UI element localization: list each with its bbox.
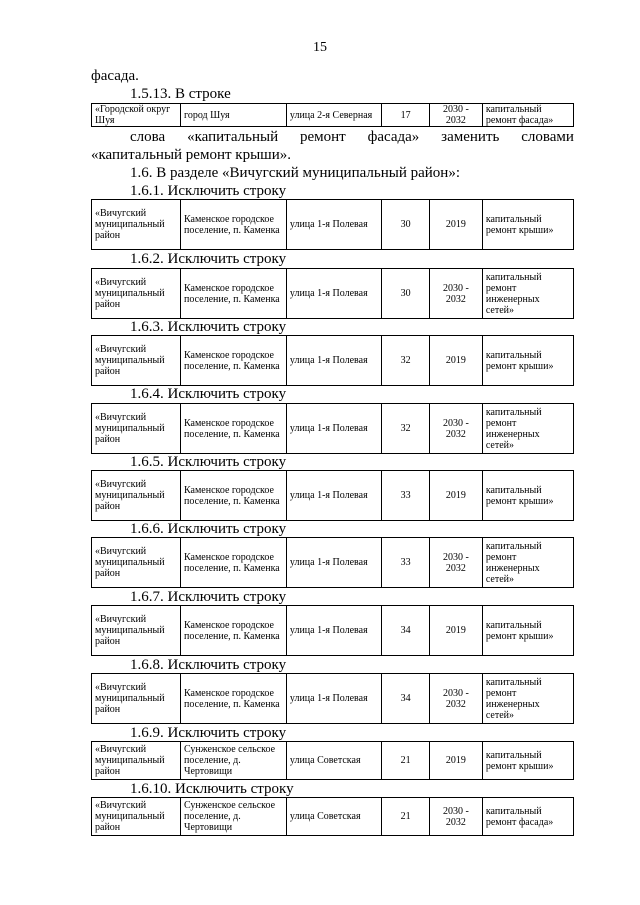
cell-street: улица 1-я Полевая bbox=[286, 471, 381, 521]
cell-street: улица 1-я Полевая bbox=[286, 674, 381, 724]
cell-period: 2030 - 2032 bbox=[429, 104, 482, 127]
word: ремонт bbox=[300, 129, 346, 145]
cell-district: «Вичугский муниципальный район bbox=[92, 471, 181, 521]
cell-period: 2030 - 2032 bbox=[429, 269, 482, 319]
cell-house: 34 bbox=[382, 606, 430, 656]
cell-district: «Вичугский муниципальный район bbox=[92, 336, 181, 386]
cell-house: 17 bbox=[382, 104, 430, 127]
cell-work-type: капитальный ремонт фасада» bbox=[482, 798, 573, 836]
cell-district: «Вичугский муниципальный район bbox=[92, 404, 181, 454]
cell-period: 2019 bbox=[429, 742, 482, 780]
cell-work-type: капитальный ремонт крыши» bbox=[482, 471, 573, 521]
table-row bbox=[92, 336, 574, 386]
cell-period: 2030 - 2032 bbox=[429, 674, 482, 724]
section-heading: 1.6.4. Исключить строку bbox=[130, 386, 287, 402]
cell-period: 2019 bbox=[429, 336, 482, 386]
cell-period: 2030 - 2032 bbox=[429, 538, 482, 588]
page-number: 15 bbox=[313, 40, 327, 55]
cell-house: 33 bbox=[382, 538, 430, 588]
cell-street: улица Советская bbox=[286, 742, 381, 780]
word: заменить bbox=[441, 129, 500, 145]
cell-district: «Вичугский муниципальный район bbox=[92, 798, 181, 836]
cell-settlement: Каменское городское поселение, п. Каменка bbox=[180, 606, 286, 656]
cell-street: улица 1-я Полевая bbox=[286, 200, 381, 250]
cell-work-type: капитальный ремонт инженерных сетей» bbox=[482, 404, 573, 454]
section-1-6-heading: 1.6. В разделе «Вичугский муниципальный район»: bbox=[130, 165, 460, 181]
section-heading: 1.6.8. Исключить строку bbox=[130, 657, 287, 673]
table-row bbox=[92, 538, 574, 588]
cell-house: 21 bbox=[382, 742, 430, 780]
section-heading: 1.6.10. Исключить строку bbox=[130, 781, 294, 797]
cell-work-type: капитальный ремонт крыши» bbox=[482, 606, 573, 656]
cell-house: 34 bbox=[382, 674, 430, 724]
cell-house: 33 bbox=[382, 471, 430, 521]
word: слова bbox=[130, 129, 166, 145]
cell-settlement: город Шуя bbox=[180, 104, 286, 127]
cell-period: 2030 - 2032 bbox=[429, 404, 482, 454]
section-table bbox=[91, 335, 574, 386]
heading-1-5-13: 1.5.13. В строке bbox=[130, 86, 231, 102]
cell-period: 2019 bbox=[429, 606, 482, 656]
section-table bbox=[91, 268, 574, 319]
table-row bbox=[92, 742, 574, 780]
cell-settlement: Каменское городское поселение, п. Каменка bbox=[180, 538, 286, 588]
section-table bbox=[91, 673, 574, 724]
cell-work-type: капитальный ремонт фасада» bbox=[482, 104, 573, 127]
cell-work-type: капитальный ремонт инженерных сетей» bbox=[482, 538, 573, 588]
cell-settlement: Каменское городское поселение, п. Каменка bbox=[180, 336, 286, 386]
table-row bbox=[92, 798, 574, 836]
section-table bbox=[91, 605, 574, 656]
section-heading: 1.6.7. Исключить строку bbox=[130, 589, 287, 605]
table-row bbox=[92, 606, 574, 656]
section-table bbox=[91, 537, 574, 588]
cell-work-type: капитальный ремонт инженерных сетей» bbox=[482, 269, 573, 319]
cell-settlement: Каменское городское поселение, п. Каменка bbox=[180, 471, 286, 521]
section-table bbox=[91, 797, 574, 836]
cell-street: улица 1-я Полевая bbox=[286, 269, 381, 319]
table-1-5-13 bbox=[91, 103, 574, 127]
cell-house: 30 bbox=[382, 269, 430, 319]
cell-settlement: Каменское городское поселение, п. Каменка bbox=[180, 269, 286, 319]
word: словами bbox=[521, 129, 574, 145]
cell-work-type: капитальный ремонт крыши» bbox=[482, 336, 573, 386]
word: фасада» bbox=[367, 129, 420, 145]
section-heading: 1.6.3. Исключить строку bbox=[130, 319, 287, 335]
replace-tail-line: «капитальный ремонт крыши». bbox=[91, 147, 291, 163]
cell-district: «Вичугский муниципальный район bbox=[92, 200, 181, 250]
table-row bbox=[92, 404, 574, 454]
cell-settlement: Каменское городское поселение, п. Каменка bbox=[180, 404, 286, 454]
cell-house: 30 bbox=[382, 200, 430, 250]
cell-district: «Вичугский муниципальный район bbox=[92, 606, 181, 656]
section-heading: 1.6.1. Исключить строку bbox=[130, 183, 287, 199]
cell-district: «Вичугский муниципальный район bbox=[92, 538, 181, 588]
section-heading: 1.6.9. Исключить строку bbox=[130, 725, 287, 741]
cell-settlement: Сунженское сельское поселение, д. Чертовищи bbox=[180, 742, 286, 780]
cell-period: 2019 bbox=[429, 200, 482, 250]
cell-district: «Вичугский муниципальный район bbox=[92, 742, 181, 780]
cell-work-type: капитальный ремонт инженерных сетей» bbox=[482, 674, 573, 724]
cell-street: улица 1-я Полевая bbox=[286, 538, 381, 588]
table-row bbox=[92, 674, 574, 724]
cell-period: 2019 bbox=[429, 471, 482, 521]
cell-house: 21 bbox=[382, 798, 430, 836]
cell-work-type: капитальный ремонт крыши» bbox=[482, 200, 573, 250]
table-row bbox=[92, 269, 574, 319]
section-table bbox=[91, 741, 574, 780]
cell-settlement: Сунженское сельское поселение, д. Чертовищи bbox=[180, 798, 286, 836]
section-table bbox=[91, 470, 574, 521]
cell-house: 32 bbox=[382, 336, 430, 386]
text-line-fasada: фасада. bbox=[91, 68, 139, 84]
section-heading: 1.6.6. Исключить строку bbox=[130, 521, 287, 537]
cell-house: 32 bbox=[382, 404, 430, 454]
cell-work-type: капитальный ремонт крыши» bbox=[482, 742, 573, 780]
cell-street: улица 1-я Полевая bbox=[286, 336, 381, 386]
cell-district: «Вичугский муниципальный район bbox=[92, 674, 181, 724]
cell-settlement: Каменское городское поселение, п. Каменка bbox=[180, 200, 286, 250]
section-heading: 1.6.2. Исключить строку bbox=[130, 251, 287, 267]
cell-settlement: Каменское городское поселение, п. Каменка bbox=[180, 674, 286, 724]
table-row bbox=[92, 471, 574, 521]
replace-words-line bbox=[130, 129, 574, 145]
section-table bbox=[91, 199, 574, 250]
cell-street: улица Советская bbox=[286, 798, 381, 836]
cell-district: «Вичугский муниципальный район bbox=[92, 269, 181, 319]
cell-street: улица 1-я Полевая bbox=[286, 606, 381, 656]
section-table bbox=[91, 403, 574, 454]
cell-street: улица 1-я Полевая bbox=[286, 404, 381, 454]
table-row bbox=[92, 200, 574, 250]
word: «капитальный bbox=[187, 129, 279, 145]
cell-period: 2030 - 2032 bbox=[429, 798, 482, 836]
cell-district: «Городской округ Шуя bbox=[92, 104, 181, 127]
cell-street: улица 2-я Северная bbox=[286, 104, 381, 127]
section-heading: 1.6.5. Исключить строку bbox=[130, 454, 287, 470]
table-row bbox=[92, 104, 574, 127]
